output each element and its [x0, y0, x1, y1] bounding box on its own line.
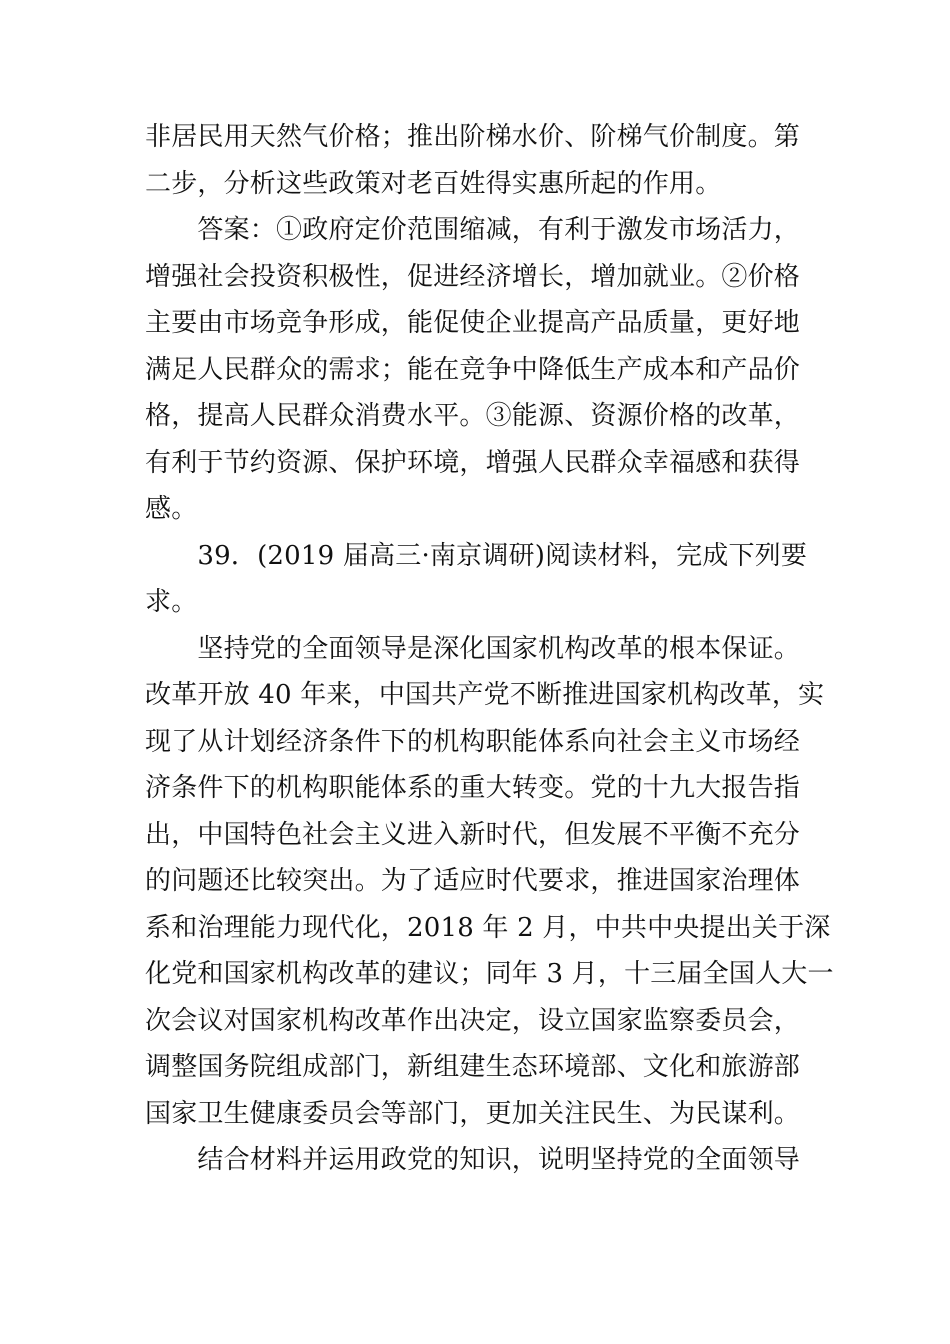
text-line: 改革开放 40 年来，中国共产党不断推进国家机构改革，实: [145, 680, 825, 710]
text-line: 二步，分析这些政策对老百姓得实惠所起的作用。: [145, 168, 722, 199]
text-line: 答案：①政府定价范围缩减，有利于激发市场活力，: [145, 215, 801, 245]
text-line: 坚持党的全面领导是深化国家机构改革的根本保证。: [145, 633, 801, 664]
text-line: 非居民用天然气价格；推出阶梯水价、阶梯气价制度。第: [145, 122, 801, 152]
text-line: 有利于节约资源、保护环境，增强人民群众幸福感和获得: [145, 447, 801, 478]
text-line: 现了从计划经济条件下的机构职能体系向社会主义市场经: [145, 726, 801, 757]
text-line: 格，提高人民群众消费水平。③能源、资源价格的改革，: [145, 401, 801, 431]
text-line: 感。: [145, 494, 198, 524]
text-line: 的问题还比较突出。为了适应时代要求，推进国家治理体: [145, 866, 801, 896]
text-line: 39．(2019 届高三·南京调研)阅读材料，完成下列要: [145, 540, 808, 571]
text-line: 主要由市场竞争形成，能促使企业提高产品质量，更好地: [145, 308, 801, 338]
text-line: 求。: [145, 587, 198, 617]
text-line: 调整国务院组成部门，新组建生态环境部、文化和旅游部: [145, 1052, 801, 1082]
text-line: 化党和国家机构改革的建议；同年 3 月，十三届全国人大一: [145, 959, 834, 989]
text-line: 济条件下的机构职能体系的重大转变。党的十九大报告指: [145, 773, 801, 803]
text-line: 增强社会投资积极性，促进经济增长，增加就业。②价格: [145, 261, 801, 292]
document-text: [145, 114, 834, 1184]
text-line: 次会议对国家机构改革作出决定，设立国家监察委员会，: [145, 1005, 801, 1036]
text-line: 满足人民群众的需求；能在竞争中降低生产成本和产品价: [145, 354, 801, 385]
text-line: 系和治理能力现代化，2018 年 2 月，中共中央提出关于深: [145, 912, 831, 943]
text-line: 结合材料并运用政党的知识，说明坚持党的全面领导: [145, 1145, 801, 1175]
text-line: 出，中国特色社会主义进入新时代，但发展不平衡不充分: [145, 819, 801, 850]
text-line: 国家卫生健康委员会等部门，更加关注民生、为民谋利。: [145, 1098, 801, 1129]
